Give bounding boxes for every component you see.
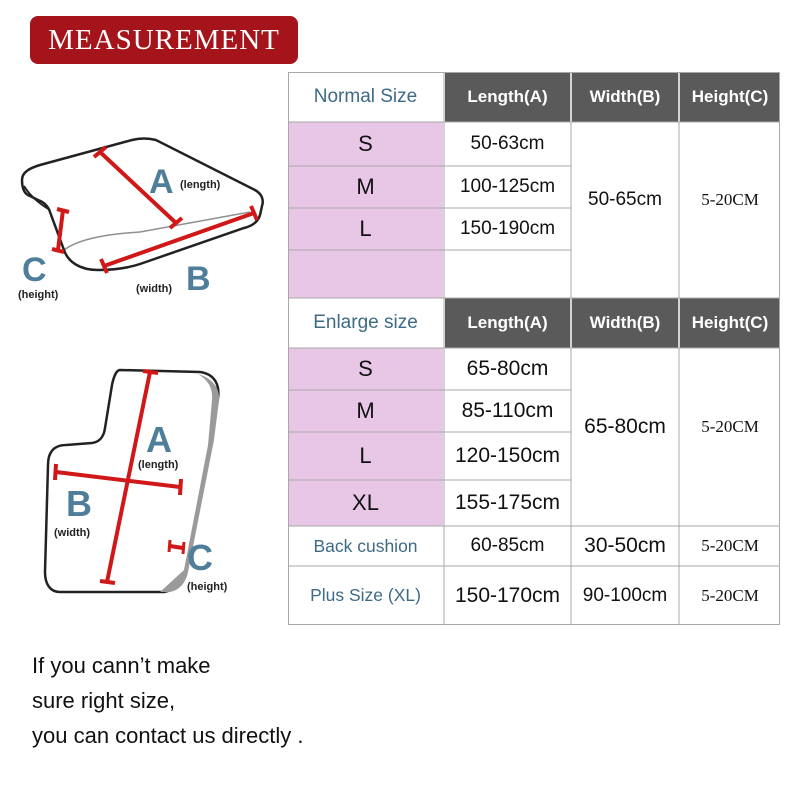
letter-b: B [66, 483, 92, 524]
height-measure-line [170, 546, 183, 548]
normal-size-l: L [288, 208, 443, 250]
normal-length-l: 150-190cm [459, 218, 556, 239]
measurement-diagrams [0, 0, 285, 640]
enlarge-width-header: Width(B) [572, 298, 678, 348]
enlarge-size-label: Enlarge size [313, 312, 418, 333]
letter-c: C [22, 251, 47, 289]
size-table [288, 72, 780, 625]
plus-size-height: 5-20CM [701, 585, 759, 605]
normal-size-m: M [288, 166, 443, 208]
normal-height-header: Height(C) [680, 72, 780, 122]
seat-cushion-diagram [18, 139, 263, 302]
width-label: (width) [54, 527, 91, 539]
chaise-cushion-diagram [45, 370, 228, 593]
enlarge-length-header: Length(A) [445, 298, 570, 348]
letter-a: A [146, 419, 172, 460]
enlarge-size-s: S [288, 348, 443, 390]
plus-size-label: Plus Size (XL) [310, 585, 421, 605]
measurement-banner: MEASUREMENT [30, 16, 298, 64]
enlarge-length-m: 85-110cm [461, 399, 554, 422]
enlarge-size-m: M [288, 390, 443, 432]
enlarge-size-l: L [288, 432, 443, 480]
normal-size-s: S [288, 122, 443, 166]
normal-length-m: 100-125cm [459, 176, 556, 197]
note-line-2: sure right size, [32, 688, 176, 713]
width-label: (width) [136, 283, 173, 295]
back-cushion-width: 30-50cm [584, 534, 666, 557]
note-line-3: you can contact us directly . [32, 723, 304, 748]
enlarge-size-xl: XL [288, 480, 443, 526]
plus-size-width: 90-100cm [582, 584, 668, 606]
table-gridlines [288, 72, 780, 625]
normal-length-s: 50-63cm [470, 133, 545, 154]
plus-size-length: 150-170cm [454, 583, 561, 607]
normal-width-header: Width(B) [572, 72, 678, 122]
height-label: (height) [18, 289, 59, 301]
normal-size-label: Normal Size [313, 86, 418, 107]
normal-length-header: Length(A) [445, 72, 570, 122]
enlarge-height-value: 5-20CM [701, 417, 759, 436]
enlarge-length-s: 65-80cm [466, 357, 549, 380]
enlarge-width-value: 65-80cm [584, 415, 666, 438]
length-label: (length) [138, 459, 179, 471]
height-label: (height) [187, 581, 228, 593]
letter-a: A [149, 163, 174, 201]
enlarge-length-xl: 155-175cm [454, 491, 561, 514]
enlarge-length-l: 120-150cm [454, 444, 561, 467]
length-label: (length) [180, 179, 221, 191]
letter-b: B [186, 260, 211, 298]
normal-width-value: 50-65cm [588, 189, 662, 210]
normal-height-value: 5-20CM [701, 190, 759, 209]
note-line-1: If you cann’t make [32, 653, 211, 678]
back-cushion-length: 60-85cm [470, 535, 545, 556]
letter-c: C [187, 537, 213, 578]
back-cushion-height: 5-20CM [701, 536, 759, 555]
back-cushion-label: Back cushion [313, 535, 418, 556]
enlarge-height-header: Height(C) [680, 298, 780, 348]
contact-note [32, 648, 303, 753]
